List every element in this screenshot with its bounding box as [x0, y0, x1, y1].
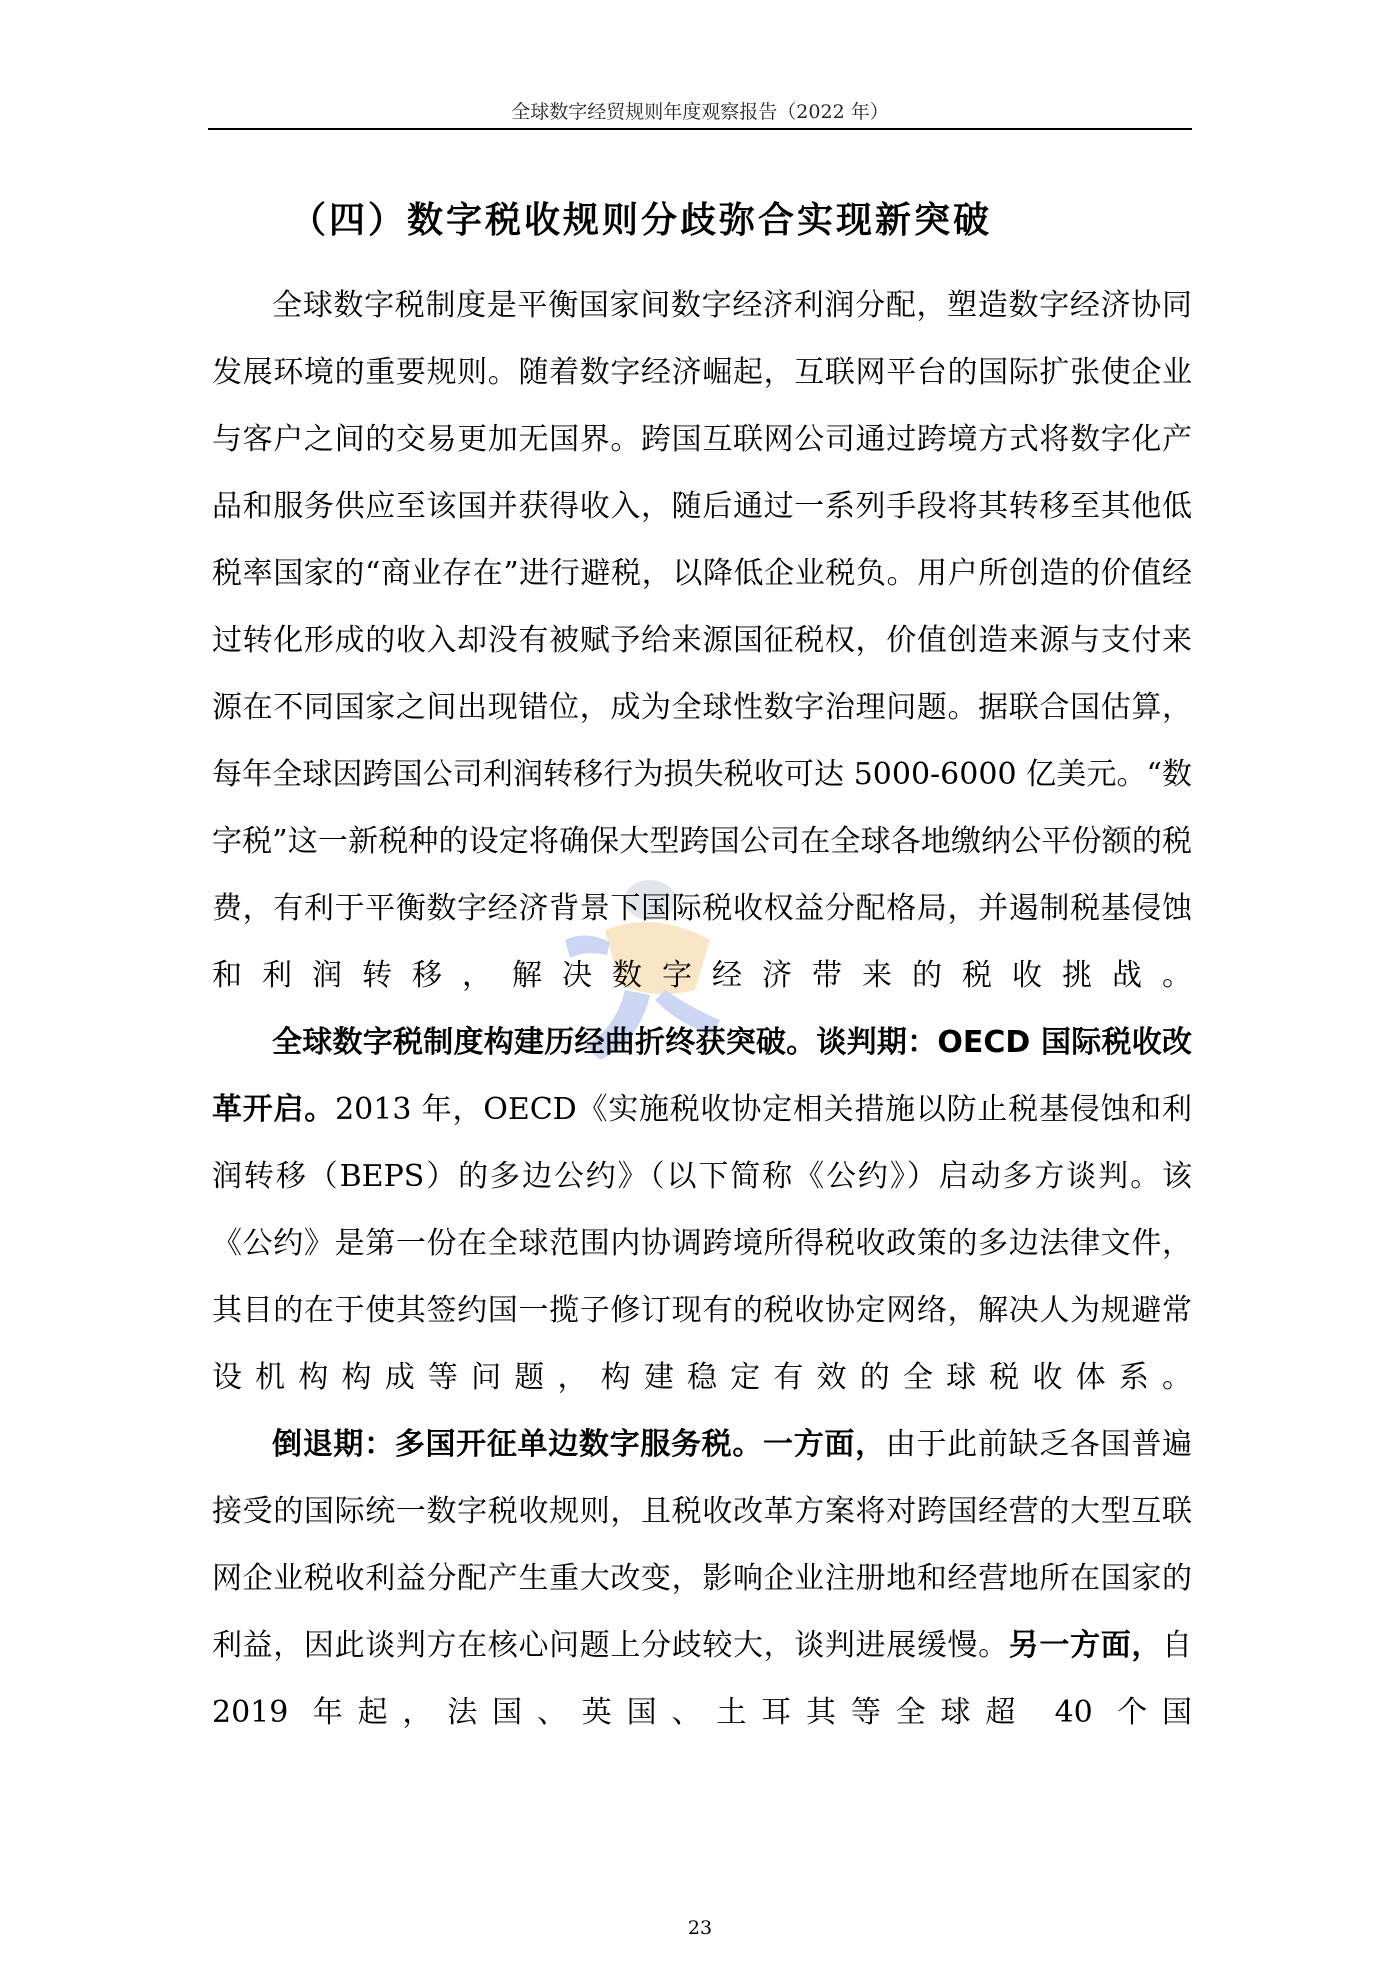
header-rule — [208, 128, 1192, 130]
paragraph-1-text: 全球数字税制度是平衡国家间数字经济利润分配，塑造数字经济协同发展环境的重要规则。随着数字经济崛起，互联网平台的国际扩张使企业与客户之间的交易更加无国界。跨国互联网公司通过跨境方式将数字化产品和服务供应至该国并获得收入，随后通过一系列手段将其转移至其他低税率国家的“商业存在”进行避税，以降低企业税负。用户所创造的价值经过转化形成的收入却没有被赋予给来源国征税权，价值创造来源与支付来源在不同国家之间出现错位，成为全球性数字治理问题。据联合国估算，每年全球因跨国公司利润转移行为损失税收可达 5000-6000 亿美元。“数字税”这一新税种的设定将确保大型跨国公司在全球各地缴纳公平份额的税费，有利于平衡数字经济背景下国际税收权益分配格局，并遏制税基侵蚀和利润转移，解决数字经济带来的税收挑战。 — [212, 288, 1192, 993]
paragraph-3-lead-2: 另一方面， — [1008, 1628, 1163, 1663]
page-number: 23 — [687, 1917, 713, 1939]
paragraph-2-text: 2013 年，OECD《实施税收协定相关措施以防止税基侵蚀和利润转移（BEPS）的多边公约》（以下简称《公约》）启动多方谈判。该《公约》是第一份在全球范围内协调跨境所得税收政策的多边法律文件，其目的在于使其签约国一揽子修订现有的税收协定网络，解决人为规避常设机构构成等问题，构建稳定有效的全球税收体系。 — [212, 1092, 1193, 1395]
paragraph-3-lead: 倒退期：多国开征单边数字服务税。一方面， — [272, 1427, 886, 1462]
running-header: 全球数字经贸规则年度观察报告（2022 年） — [511, 101, 889, 123]
body-text — [212, 272, 1192, 1746]
section-heading: （四）数字税收规则分歧弥合实现新突破 — [290, 200, 993, 241]
paragraph-3-text-2: 自 2019 年起，法国、英国、土耳其等全球超 40 个国 — [212, 1628, 1193, 1730]
paragraph-2-lead: 全球数字税制度构建历经曲折终获突破。谈判期：OECD 国际税收改革开启。 — [212, 1025, 1192, 1127]
paragraph-3 — [212, 1411, 1192, 1746]
paragraph-2 — [212, 1009, 1192, 1411]
paragraph-1 — [212, 272, 1192, 1009]
paragraph-3-text-1: 由于此前缺乏各国普遍接受的国际统一数字税收规则，且税收改革方案将对跨国经营的大型互联网企业税收利益分配产生重大改变，影响企业注册地和经营地所在国家的利益，因此谈判方在核心问题上分歧较大，谈判进展缓慢。 — [212, 1427, 1193, 1663]
